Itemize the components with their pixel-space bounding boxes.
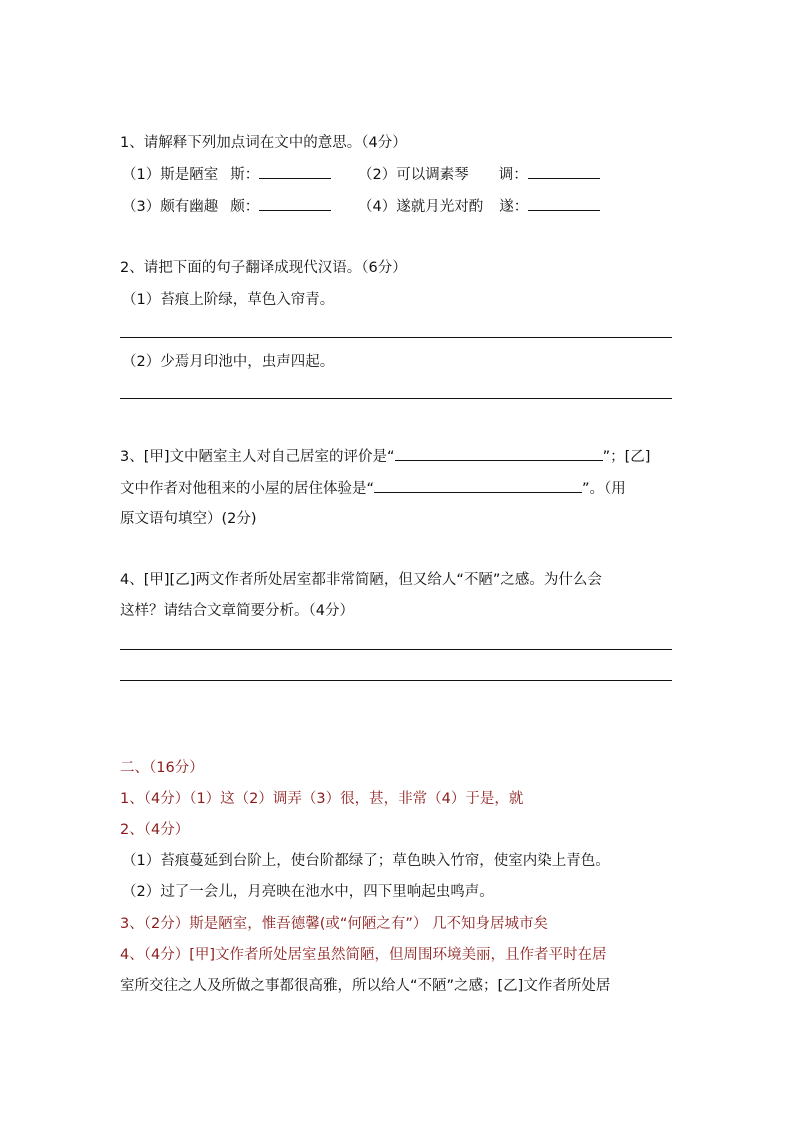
- q1-blank-4[interactable]: [528, 196, 600, 211]
- q3-text-2a: 文中作者对他租来的小屋的居住体验是“: [120, 481, 375, 497]
- q1-row-2b: [358, 196, 600, 217]
- q1-item-3: （3）颇有幽趣: [122, 199, 219, 215]
- q1-word-4: 遂：: [499, 199, 529, 215]
- q1-word-2: 调：: [498, 167, 528, 183]
- q1-stem: 1、请解释下列加点词在文中的意思。（4分）: [120, 135, 407, 151]
- q4-line-2: 这样？请结合文章简要分析。（4分）: [120, 603, 354, 619]
- q1-row-2: [122, 196, 331, 217]
- q4-line-1: 4、[甲][乙]两文作者所处居室都非常简陋，但又给人“不陋”之感。为什么会: [120, 572, 602, 588]
- q3-line-1: [120, 446, 650, 467]
- q1-item-2: （2）可以调素琴: [358, 167, 469, 183]
- q1-item-4: （4）遂就月光对酌: [358, 199, 484, 215]
- answer-2-2: （2）过了一会儿，月亮映在池水中，四下里响起虫鸣声。: [122, 884, 494, 900]
- answers-header: 二、（16分）: [120, 760, 204, 776]
- answer-2-1: （1）苔痕蔓延到台阶上，使台阶都绿了；草色映入竹帘，使室内染上青色。: [122, 853, 610, 869]
- q1-word-1: 斯：: [230, 167, 260, 183]
- q4-answer-line-1[interactable]: [120, 649, 672, 650]
- q1-blank-2[interactable]: [528, 164, 600, 179]
- q3-line-3: 原文语句填空）(2分): [120, 511, 257, 527]
- q3-text-2b: ”。（用: [582, 481, 626, 497]
- q2-sentence-2: （2）少焉月印池中，虫声四起。: [122, 354, 335, 370]
- q3-text-1b: ”；[乙]: [602, 449, 651, 465]
- q1-blank-3[interactable]: [259, 196, 331, 211]
- q2-sentence-1: （1）苔痕上阶绿，草色入帘青。: [122, 292, 335, 308]
- answer-2: 2、（4分）: [120, 822, 190, 838]
- answer-1: 1、（4分）（1）这（2）调弄（3）很，甚，非常（4）于是，就: [120, 791, 524, 807]
- q1-row-1: [122, 164, 331, 185]
- q2-answer-line-2[interactable]: [120, 398, 672, 399]
- q3-blank-1[interactable]: [395, 446, 603, 461]
- answer-4-line-1: 4、（4分）[甲]文作者所处居室虽然简陋，但周围环境美丽，且作者平时在居: [120, 947, 607, 963]
- q4-answer-line-2[interactable]: [120, 680, 672, 681]
- q3-blank-2[interactable]: [374, 478, 582, 493]
- q1-blank-1[interactable]: [259, 164, 331, 179]
- q3-line-2: [120, 478, 626, 499]
- q1-word-3: 颇：: [230, 199, 260, 215]
- q1-item-1: （1）斯是陋室: [122, 167, 219, 183]
- q2-stem: 2、请把下面的句子翻译成现代汉语。（6分）: [120, 260, 407, 276]
- q2-answer-line-1[interactable]: [120, 337, 672, 338]
- answer-3: 3、（2分）斯是陋室，惟吾德馨(或“何陋之有”） 几不知身居城市矣: [120, 916, 548, 932]
- answer-4-line-2: 室所交往之人及所做之事都很高雅，所以给人“不陋”之感；[乙]文作者所处居: [120, 978, 611, 994]
- q1-row-1b: [358, 164, 600, 185]
- q3-text-1a: 3、[甲]文中陋室主人对自己居室的评价是“: [120, 449, 395, 465]
